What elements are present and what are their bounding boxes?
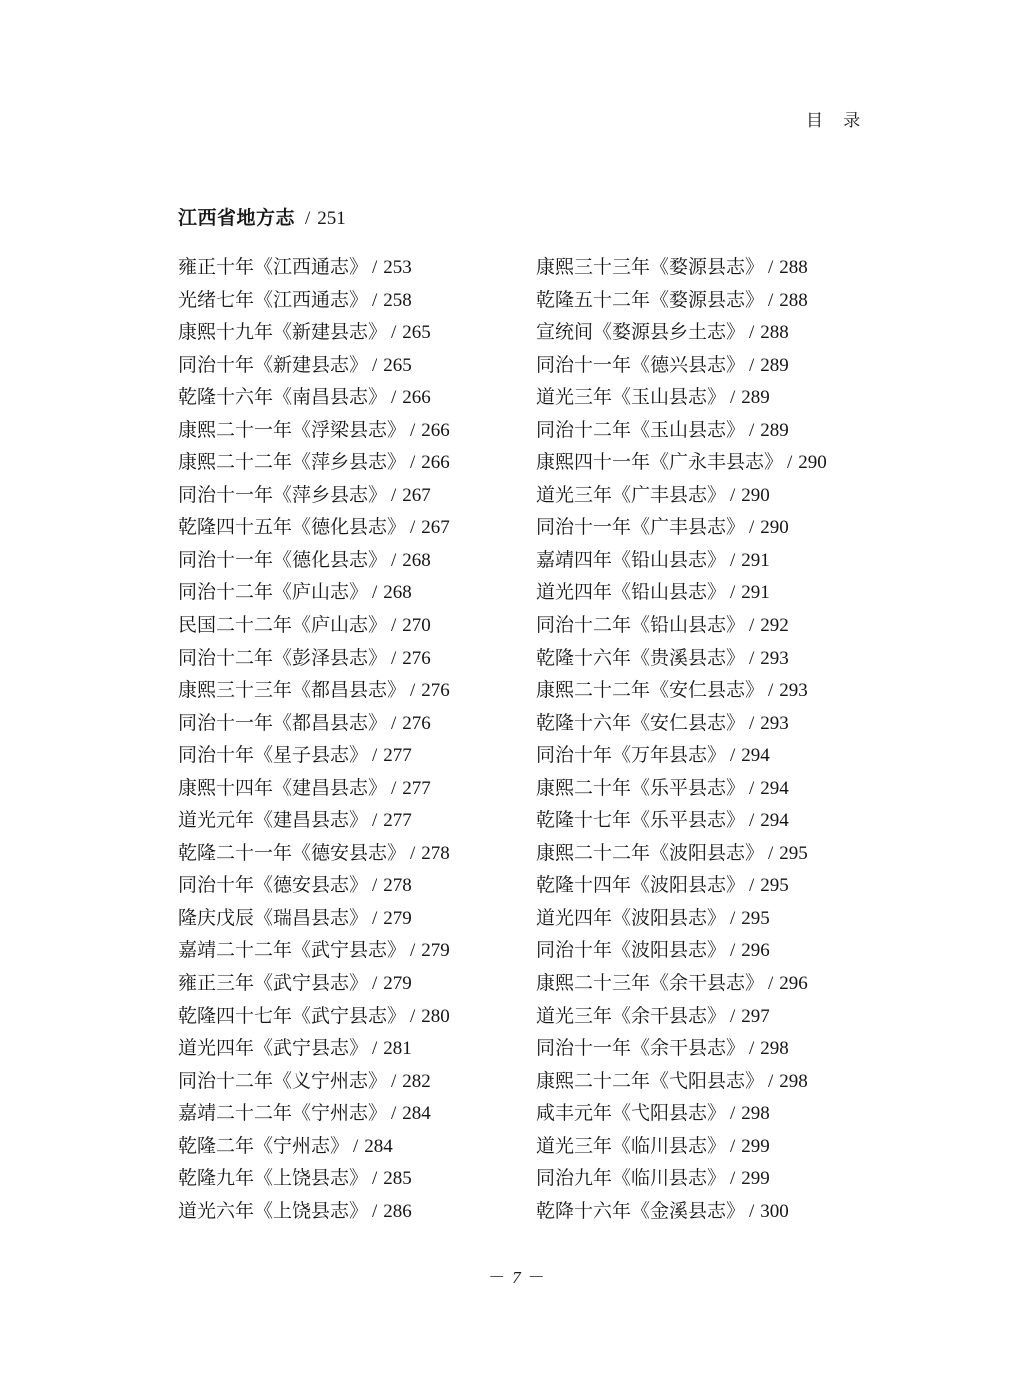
entry-title: 同治十一年《余干县志》 bbox=[536, 1038, 746, 1060]
entry-title: 道光元年《建昌县志》 bbox=[178, 810, 369, 832]
toc-entry bbox=[536, 480, 827, 513]
entry-title: 同治十一年《萍乡县志》 bbox=[178, 484, 388, 506]
entry-title: 同治十二年《庐山志》 bbox=[178, 582, 369, 604]
entry-title: 民国二十二年《庐山志》 bbox=[178, 615, 388, 637]
toc-entry bbox=[536, 1163, 827, 1196]
page-header: 目 录 bbox=[806, 111, 869, 130]
entry-title: 道光六年《上饶县志》 bbox=[178, 1200, 369, 1222]
entry-separator: / bbox=[391, 777, 397, 799]
entry-page: 292 bbox=[760, 615, 789, 637]
entry-title: 道光三年《广丰县志》 bbox=[536, 484, 727, 506]
entry-page: 279 bbox=[383, 973, 412, 995]
entry-title: 同治十年《星子县志》 bbox=[178, 745, 369, 767]
entry-title: 乾隆十六年《贵溪县志》 bbox=[536, 647, 746, 669]
entry-title: 道光三年《玉山县志》 bbox=[536, 387, 727, 409]
entry-page: 276 bbox=[421, 680, 450, 702]
entry-page: 279 bbox=[421, 940, 450, 962]
entry-separator: / bbox=[749, 875, 755, 897]
entry-title: 道光三年《余干县志》 bbox=[536, 1005, 727, 1027]
toc-entry bbox=[536, 935, 827, 968]
entry-separator: / bbox=[749, 1200, 755, 1222]
toc-entry bbox=[178, 382, 450, 415]
entry-title: 同治十一年《广丰县志》 bbox=[536, 517, 746, 539]
entry-title: 康熙二十二年《安仁县志》 bbox=[536, 680, 765, 702]
entry-page: 280 bbox=[421, 1005, 450, 1027]
entry-separator: / bbox=[730, 549, 736, 571]
toc-entry bbox=[536, 512, 827, 545]
toc-entry bbox=[536, 447, 827, 480]
entry-separator: / bbox=[768, 680, 774, 702]
entry-separator: / bbox=[749, 517, 755, 539]
entry-title: 同治十二年《玉山县志》 bbox=[536, 419, 746, 441]
entry-title: 咸丰元年《弋阳县志》 bbox=[536, 1103, 727, 1125]
footer-dash-right: － bbox=[527, 1268, 545, 1287]
toc-entry bbox=[178, 773, 450, 806]
toc-entry bbox=[178, 838, 450, 871]
entry-page: 268 bbox=[383, 582, 412, 604]
entry-separator: / bbox=[730, 1005, 736, 1027]
entry-separator: / bbox=[749, 1038, 755, 1060]
entry-separator: / bbox=[372, 354, 378, 376]
toc-entry bbox=[178, 350, 450, 383]
entry-page: 268 bbox=[402, 549, 431, 571]
entry-separator: / bbox=[372, 1200, 378, 1222]
entry-page: 298 bbox=[779, 1070, 808, 1092]
toc-entry bbox=[536, 350, 827, 383]
entry-separator: / bbox=[730, 745, 736, 767]
entry-separator: / bbox=[768, 289, 774, 311]
toc-entry bbox=[178, 480, 450, 513]
entry-separator: / bbox=[372, 257, 378, 278]
entry-separator: / bbox=[391, 549, 397, 571]
entry-page: 285 bbox=[383, 1168, 412, 1190]
entry-separator: / bbox=[768, 973, 774, 995]
entry-page: 295 bbox=[779, 842, 808, 864]
entry-page: 294 bbox=[760, 777, 789, 799]
entry-separator: / bbox=[730, 1168, 736, 1190]
toc-entry bbox=[536, 252, 827, 285]
entry-page: 298 bbox=[760, 1038, 789, 1060]
toc-entry bbox=[178, 805, 450, 838]
page-number: 7 bbox=[512, 1268, 521, 1287]
entry-separator: / bbox=[372, 875, 378, 897]
entry-title: 道光四年《武宁县志》 bbox=[178, 1038, 369, 1060]
toc-entry bbox=[178, 512, 450, 545]
footer-dash-left: － bbox=[488, 1268, 506, 1287]
entry-title: 雍正三年《武宁县志》 bbox=[178, 973, 369, 995]
entry-title: 康熙二十年《乐平县志》 bbox=[536, 777, 746, 799]
entry-title: 康熙二十三年《余干县志》 bbox=[536, 973, 765, 995]
toc-entry bbox=[536, 805, 827, 838]
entry-separator: / bbox=[391, 387, 397, 409]
entry-page: 286 bbox=[383, 1200, 412, 1222]
entry-page: 293 bbox=[760, 712, 789, 734]
toc-entry bbox=[536, 382, 827, 415]
toc-entry bbox=[178, 903, 450, 936]
entry-page: 265 bbox=[383, 354, 412, 376]
entry-separator: / bbox=[410, 517, 416, 539]
entry-title: 同治十年《新建县志》 bbox=[178, 354, 369, 376]
entry-separator: / bbox=[372, 907, 378, 929]
entry-page: 290 bbox=[798, 452, 827, 474]
toc-entry bbox=[178, 1066, 450, 1099]
entry-separator: / bbox=[730, 940, 736, 962]
entry-separator: / bbox=[749, 322, 755, 344]
entry-page: 266 bbox=[421, 419, 450, 441]
entry-title: 光绪七年《江西通志》 bbox=[178, 289, 369, 311]
entry-title: 乾隆十六年《南昌县志》 bbox=[178, 387, 388, 409]
entry-page: 288 bbox=[760, 322, 789, 344]
toc-entry bbox=[178, 545, 450, 578]
entry-separator: / bbox=[391, 1103, 397, 1125]
entry-title: 嘉靖二十二年《武宁县志》 bbox=[178, 940, 407, 962]
entry-separator: / bbox=[410, 940, 416, 962]
entry-page: 282 bbox=[402, 1070, 431, 1092]
entry-separator: / bbox=[410, 680, 416, 702]
toc-entry bbox=[536, 415, 827, 448]
entry-separator: / bbox=[787, 452, 793, 474]
entry-separator: / bbox=[749, 810, 755, 832]
entry-separator: / bbox=[372, 582, 378, 604]
toc-entry bbox=[178, 675, 450, 708]
entry-separator: / bbox=[730, 582, 736, 604]
entry-page: 267 bbox=[421, 517, 450, 539]
toc-entry bbox=[536, 675, 827, 708]
toc-entry bbox=[178, 643, 450, 676]
toc-entry bbox=[536, 577, 827, 610]
entry-page: 277 bbox=[402, 777, 431, 799]
toc-entry bbox=[178, 252, 450, 285]
entry-title: 乾隆五十二年《婺源县志》 bbox=[536, 289, 765, 311]
entry-separator: / bbox=[410, 452, 416, 474]
entry-title: 道光四年《铅山县志》 bbox=[536, 582, 727, 604]
entry-title: 乾隆四十七年《武宁县志》 bbox=[178, 1005, 407, 1027]
entry-separator: / bbox=[391, 484, 397, 506]
entry-page: 289 bbox=[741, 387, 770, 409]
entry-separator: / bbox=[749, 615, 755, 637]
entry-separator: / bbox=[730, 907, 736, 929]
entry-separator: / bbox=[391, 1070, 397, 1092]
entry-separator: / bbox=[353, 1135, 359, 1157]
entry-title: 康熙二十二年《萍乡县志》 bbox=[178, 452, 407, 474]
entry-separator: / bbox=[372, 745, 378, 767]
entry-title: 康熙十九年《新建县志》 bbox=[178, 322, 388, 344]
entry-title: 同治十年《万年县志》 bbox=[536, 745, 727, 767]
entry-title: 同治十二年《铅山县志》 bbox=[536, 615, 746, 637]
entry-page: 284 bbox=[402, 1103, 431, 1125]
toc-entry bbox=[536, 1196, 827, 1229]
toc-entry bbox=[536, 1098, 827, 1131]
toc-entry bbox=[178, 285, 450, 318]
entry-page: 295 bbox=[760, 875, 789, 897]
entry-title: 同治十年《波阳县志》 bbox=[536, 940, 727, 962]
entry-page: 267 bbox=[402, 484, 431, 506]
entry-page: 288 bbox=[779, 257, 808, 278]
toc-entry bbox=[178, 610, 450, 643]
toc-column-right bbox=[536, 252, 827, 1228]
entry-separator: / bbox=[410, 419, 416, 441]
entry-title: 同治十年《德安县志》 bbox=[178, 875, 369, 897]
toc-entry bbox=[536, 773, 827, 806]
entry-page: 266 bbox=[402, 387, 431, 409]
entry-title: 康熙二十一年《浮梁县志》 bbox=[178, 419, 407, 441]
toc-entry bbox=[178, 1131, 450, 1164]
entry-page: 294 bbox=[760, 810, 789, 832]
entry-separator: / bbox=[749, 777, 755, 799]
entry-separator: / bbox=[730, 484, 736, 506]
entry-separator: / bbox=[749, 419, 755, 441]
entry-page: 279 bbox=[383, 907, 412, 929]
entry-separator: / bbox=[730, 1135, 736, 1157]
entry-title: 宣统间《婺源县乡土志》 bbox=[536, 322, 746, 344]
toc-entry bbox=[536, 708, 827, 741]
entry-title: 乾隆九年《上饶县志》 bbox=[178, 1168, 369, 1190]
toc-entry bbox=[178, 1163, 450, 1196]
entry-page: 290 bbox=[741, 484, 770, 506]
toc-entry bbox=[178, 740, 450, 773]
toc-entry bbox=[536, 1033, 827, 1066]
entry-separator: / bbox=[372, 289, 378, 311]
toc-entry bbox=[178, 968, 450, 1001]
entry-page: 296 bbox=[741, 940, 770, 962]
entry-separator: / bbox=[391, 647, 397, 669]
toc-entry bbox=[536, 838, 827, 871]
page-footer bbox=[0, 1266, 1033, 1290]
entry-title: 同治九年《临川县志》 bbox=[536, 1168, 727, 1190]
toc-entry bbox=[178, 935, 450, 968]
entry-page: 265 bbox=[402, 322, 431, 344]
toc-entry bbox=[536, 285, 827, 318]
section-title: 江西省地方志 bbox=[178, 208, 296, 229]
entry-title: 康熙三十三年《都昌县志》 bbox=[178, 680, 407, 702]
entry-title: 雍正十年《江西通志》 bbox=[178, 257, 369, 278]
toc-entry bbox=[178, 447, 450, 480]
toc-entry bbox=[178, 415, 450, 448]
entry-page: 294 bbox=[741, 745, 770, 767]
entry-separator: / bbox=[749, 712, 755, 734]
entry-separator: / bbox=[372, 810, 378, 832]
entry-page: 300 bbox=[760, 1200, 789, 1222]
entry-separator: / bbox=[749, 647, 755, 669]
toc-entry bbox=[536, 903, 827, 936]
entry-title: 康熙二十二年《波阳县志》 bbox=[536, 842, 765, 864]
entry-page: 276 bbox=[402, 712, 431, 734]
entry-title: 同治十二年《彭泽县志》 bbox=[178, 647, 388, 669]
entry-page: 266 bbox=[421, 452, 450, 474]
entry-title: 康熙四十一年《广永丰县志》 bbox=[536, 452, 784, 474]
entry-title: 同治十一年《德化县志》 bbox=[178, 549, 388, 571]
entry-title: 嘉靖二十二年《宁州志》 bbox=[178, 1103, 388, 1125]
entry-title: 隆庆戊辰《瑞昌县志》 bbox=[178, 907, 369, 929]
toc-entry bbox=[178, 1196, 450, 1229]
toc-entry bbox=[536, 740, 827, 773]
toc-entry bbox=[536, 610, 827, 643]
toc-entry bbox=[536, 545, 827, 578]
entry-separator: / bbox=[372, 973, 378, 995]
entry-separator: / bbox=[730, 387, 736, 409]
entry-page: 276 bbox=[402, 647, 431, 669]
entry-page: 281 bbox=[383, 1038, 412, 1060]
entry-title: 康熙三十三年《婺源县志》 bbox=[536, 257, 765, 278]
entry-title: 同治十二年《义宁州志》 bbox=[178, 1070, 388, 1092]
entry-page: 293 bbox=[760, 647, 789, 669]
entry-title: 康熙二十二年《弋阳县志》 bbox=[536, 1070, 765, 1092]
entry-page: 258 bbox=[383, 289, 412, 311]
entry-page: 278 bbox=[383, 875, 412, 897]
entry-title: 乾隆四十五年《德化县志》 bbox=[178, 517, 407, 539]
entry-page: 299 bbox=[741, 1168, 770, 1190]
entry-page: 284 bbox=[364, 1135, 393, 1157]
toc-entry bbox=[178, 870, 450, 903]
toc-entry bbox=[178, 1001, 450, 1034]
entry-title: 康熙十四年《建昌县志》 bbox=[178, 777, 388, 799]
entry-separator: / bbox=[410, 842, 416, 864]
entry-separator: / bbox=[768, 257, 774, 278]
toc-entry bbox=[536, 643, 827, 676]
entry-separator: / bbox=[410, 1005, 416, 1027]
entry-page: 297 bbox=[741, 1005, 770, 1027]
toc-entry bbox=[178, 577, 450, 610]
entry-page: 289 bbox=[760, 354, 789, 376]
toc-entry bbox=[536, 870, 827, 903]
entry-page: 289 bbox=[760, 419, 789, 441]
section-separator: / bbox=[305, 208, 311, 229]
entry-separator: / bbox=[768, 842, 774, 864]
entry-page: 270 bbox=[402, 615, 431, 637]
toc-entry bbox=[536, 317, 827, 350]
toc-entry bbox=[178, 317, 450, 350]
entry-separator: / bbox=[749, 354, 755, 376]
section-heading bbox=[178, 203, 346, 235]
entry-page: 296 bbox=[779, 973, 808, 995]
entry-title: 乾降十六年《金溪县志》 bbox=[536, 1200, 746, 1222]
entry-page: 290 bbox=[760, 517, 789, 539]
entry-page: 295 bbox=[741, 907, 770, 929]
entry-page: 299 bbox=[741, 1135, 770, 1157]
entry-page: 277 bbox=[383, 810, 412, 832]
section-page: 251 bbox=[317, 208, 346, 229]
entry-separator: / bbox=[730, 1103, 736, 1125]
entry-title: 道光三年《临川县志》 bbox=[536, 1135, 727, 1157]
entry-title: 乾隆十七年《乐平县志》 bbox=[536, 810, 746, 832]
toc-column-left bbox=[178, 252, 450, 1228]
toc-entry bbox=[178, 1098, 450, 1131]
entry-title: 道光四年《波阳县志》 bbox=[536, 907, 727, 929]
entry-title: 乾隆二十一年《德安县志》 bbox=[178, 842, 407, 864]
entry-page: 277 bbox=[383, 745, 412, 767]
entry-title: 同治十一年《都昌县志》 bbox=[178, 712, 388, 734]
toc-entry bbox=[536, 968, 827, 1001]
toc-entry bbox=[536, 1131, 827, 1164]
entry-title: 同治十一年《德兴县志》 bbox=[536, 354, 746, 376]
entry-title: 乾隆十四年《波阳县志》 bbox=[536, 875, 746, 897]
entry-separator: / bbox=[372, 1168, 378, 1190]
entry-page: 291 bbox=[741, 582, 770, 604]
toc-entry bbox=[178, 1033, 450, 1066]
entry-page: 288 bbox=[779, 289, 808, 311]
entry-page: 278 bbox=[421, 842, 450, 864]
entry-page: 298 bbox=[741, 1103, 770, 1125]
toc-entry bbox=[536, 1066, 827, 1099]
entry-separator: / bbox=[372, 1038, 378, 1060]
entry-separator: / bbox=[391, 322, 397, 344]
entry-separator: / bbox=[391, 615, 397, 637]
entry-title: 乾隆二年《宁州志》 bbox=[178, 1135, 350, 1157]
toc-entry bbox=[536, 1001, 827, 1034]
entry-separator: / bbox=[768, 1070, 774, 1092]
entry-page: 253 bbox=[383, 257, 412, 278]
entry-page: 293 bbox=[779, 680, 808, 702]
entry-title: 乾隆十六年《安仁县志》 bbox=[536, 712, 746, 734]
toc-entry bbox=[178, 708, 450, 741]
entry-page: 291 bbox=[741, 549, 770, 571]
entry-title: 嘉靖四年《铅山县志》 bbox=[536, 549, 727, 571]
entry-separator: / bbox=[391, 712, 397, 734]
